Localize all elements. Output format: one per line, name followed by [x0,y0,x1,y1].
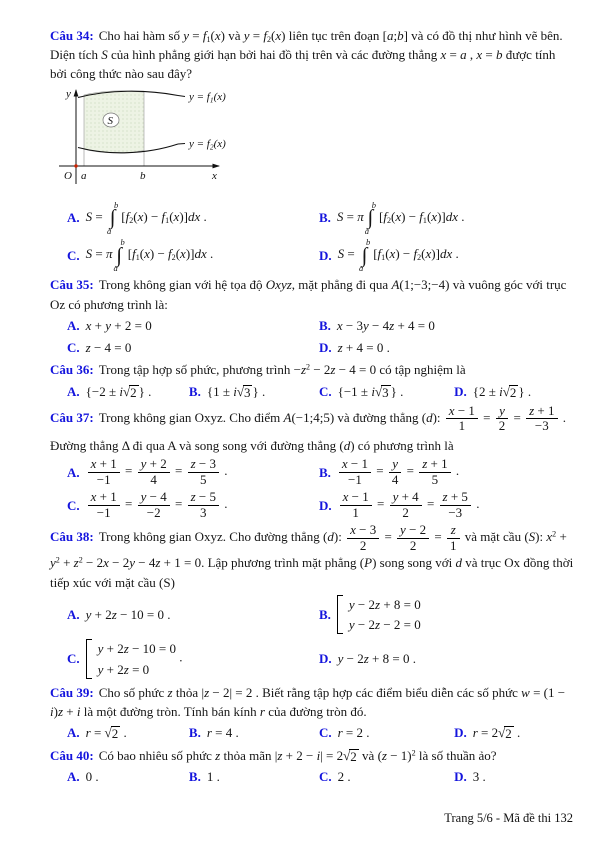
q39-option-b[interactable] [189,723,319,742]
question-35-text [50,275,575,313]
option-letter: D. [318,497,332,513]
question-37-options [50,457,575,520]
q37-option-a[interactable] [67,457,319,487]
b-label: b [140,169,146,182]
q37-option-b[interactable] [319,457,575,487]
option-formula: z − 4 = 0 [85,340,132,356]
q37-option-c[interactable] [67,490,319,520]
option-letter: C. [67,247,80,263]
region-label: S [107,114,113,127]
option-letter: A. [67,768,80,784]
question-39-options [50,723,575,742]
option-formula: S = b ∫ a $[f_2(x) - f_1(x)]dx$ . [85,199,207,236]
question-37 [50,404,575,521]
q37-option-d[interactable] [319,490,575,520]
q38-option-b[interactable] [319,594,575,635]
q40-option-c[interactable] [319,767,454,786]
question-39-body: Cho số phức z thỏa |z − 2| = 2 . Biết rằng tập hợp các điểm biểu diễn các số phức w = (1 − i)z + i là một đường tròn. Tính bán kính r của đường tròn đó. [50,684,566,720]
option-formula: z + 4 = 0 . [337,340,390,356]
option-letter: C. [318,383,332,399]
option-letter: A. [67,606,80,622]
question-35-options [50,316,575,357]
option-letter: C. [318,768,332,784]
option-formula: y + 2z − 10 = 0 y + 2z = 0 . [86,638,183,679]
option-formula: S = π b ∫ a $[f_1(x) - f_2(x)]dx$ . [85,237,214,273]
x-axis-label: x [212,169,217,182]
option-letter: B. [318,464,331,480]
question-37-number: Câu 37: [50,409,94,425]
option-formula: y − 2z + 8 = 0 . [337,651,416,667]
q39-option-c[interactable] [319,723,454,742]
option-letter: D. [454,725,467,741]
question-34-options [50,201,575,272]
option-formula: y − 2z + 8 = 0 y − 2z − 2 = 0 [337,594,421,635]
option-letter: A. [67,725,80,741]
option-letter: D. [318,340,332,356]
option-letter: A. [67,317,80,333]
option-formula: r = 2 √ 2 . [472,725,521,742]
q36-option-a[interactable] [67,382,189,401]
x-axis-arrow [213,163,221,168]
q35-option-a[interactable] [67,316,319,335]
curve-f2-label: $y = f_2(x)$ [189,137,226,152]
q39-option-a[interactable] [67,723,189,742]
question-35-body: Trong không gian với hệ tọa độ Oxyz, mặt phẳng đi qua A(1;−3;−4) và vuông góc với trục Oz có phương trình là: [50,277,567,312]
page-footer: Trang 5/6 - Mã đề thi 132 [444,810,573,825]
a-label: a [81,169,87,182]
question-38-body: Trong không gian Oxyz. Cho đường thẳng (d): $\frac{x - 3}{2}$ = $\frac{y - 2}{2}$ = $\frac{z}{1}$ và mặt cầu (S): $x^2 + y^2 + z^2 - 2x - 2y - 4z + 1 = 0$. Lập phương trình mặt phẳng (P) song song với d và trục Ox đồng thời tiếp xúc với mặt cầu (S) [50,522,574,590]
q35-option-b[interactable] [319,316,575,335]
q36-option-d[interactable] [454,382,575,401]
option-formula: x − 3y − 4z + 4 = 0 [336,317,435,333]
y-axis-arrow [74,89,79,97]
option-letter: C. [67,340,80,356]
question-34-figure [54,86,575,197]
question-38-text [50,523,575,592]
question-36-options [50,382,575,401]
option-formula: {−1 ± i √ 3 } . [337,383,404,400]
question-37-body: Trong không gian Oxyz. Cho điểm A(−1;4;5) và đường thẳng (d): $\frac{x - 1}{1}$ = $\frac{y}{2}$ = $\frac{z + 1}{-3}$ . [98,402,566,434]
option-letter: B. [318,210,331,226]
question-37-text [50,404,575,434]
option-formula: r = 4 . [206,725,239,741]
option-letter: B. [188,725,201,741]
q34-option-d[interactable] [319,238,575,272]
question-34-body: Cho hai hàm số $y = f_1(x)$ và $y = f_2(x)$ liên tục trên đoạn [a;b] và có đồ thị như hình vẽ bên. Diện tích S của hình phẳng giới hạn bởi hai đồ thị trên và các đường thẳng x = a , x = b được tính bởi công thức nào sau đây? [50,28,563,82]
option-letter: B. [188,768,201,784]
question-36-number: Câu 36: [50,362,94,378]
option-formula: {−2 ± i √ 2 } . [85,383,152,400]
question-39-number: Câu 39: [50,684,94,700]
question-37-body-2: Đường thẳng Δ đi qua A và song song với đường thẳng (d) có phương trình là [50,437,454,453]
option-letter: D. [318,247,332,263]
label-connector-f1 [178,95,185,96]
option-letter: C. [67,651,80,667]
q36-option-c[interactable] [319,382,454,401]
option-formula: $\frac{x + 1}{-1}$ = $\frac{y + 2}{4}$ = $\frac{z - 3}{5}$ . [86,457,228,487]
question-40 [50,746,575,786]
y-axis-label: y [66,87,71,100]
option-letter: D. [318,651,332,667]
question-34-number: Câu 34: [50,28,94,43]
question-38-options [50,594,575,680]
question-40-options [50,767,575,786]
origin-label: O [64,169,72,182]
question-38 [50,523,575,680]
question-36-body: Trong tập hợp số phức, phương trình $-z^2 - 2z - 4 = 0$ có tập nghiệm là [98,362,466,378]
option-formula: $\frac{x - 1}{-1}$ = $\frac{y}{4}$ = $\frac{z + 1}{5}$ . [337,457,459,487]
option-formula: {1 ± i √ 3 } . [206,383,266,400]
question-39 [50,683,575,743]
question-34-text [50,26,575,84]
question-39-text [50,683,575,721]
option-letter: D. [454,768,467,784]
option-formula: 1 . [206,768,220,784]
q38-option-c[interactable] [67,638,319,679]
question-38-number: Câu 38: [50,529,94,545]
option-formula: r = √ 2 . [85,725,127,742]
question-34 [50,26,575,272]
question-35-number: Câu 35: [50,277,94,293]
q40-option-d[interactable] [454,767,575,786]
option-letter: C. [318,725,332,741]
option-letter: A. [67,383,80,399]
q35-option-d[interactable] [319,338,575,357]
label-connector-f2 [178,143,185,144]
graph-svg [54,86,259,192]
option-formula: 2 . [337,768,351,784]
question-35 [50,275,575,357]
option-formula: $\frac{x + 1}{-1}$ = $\frac{y - 4}{-2}$ = $\frac{z - 5}{3}$ . [86,490,228,520]
option-letter: C. [67,497,80,513]
question-36-text [50,360,575,379]
option-formula: 0 . [85,768,99,784]
option-formula: y + 2z − 10 = 0 . [85,606,171,622]
option-letter: D. [454,383,467,399]
question-36 [50,360,575,400]
q34-option-b[interactable] [319,201,575,235]
q40-option-b[interactable] [189,767,319,786]
question-40-body: Có bao nhiêu số phức z thỏa mãn |z + 2 − i| = 2 √ 2 và $(z - 1)^2$ là số thuần ảo? [98,747,497,764]
question-40-number: Câu 40: [50,747,94,763]
question-37-text-2 [50,436,575,455]
q34-option-a[interactable] [67,201,319,235]
option-letter: B. [318,606,331,622]
option-formula: {2 ± i √ 2 } . [472,383,532,400]
option-formula: r = 2 . [337,725,370,741]
option-formula: S = π b ∫ a $[f_2(x) - f_1(x)]dx$ . [336,199,465,236]
option-formula: $\frac{x - 1}{1}$ = $\frac{y + 4}{2}$ = $\frac{z + 5}{-3}$ . [338,490,480,520]
q39-option-d[interactable] [454,723,575,742]
q38-option-a[interactable] [67,605,319,624]
origin-dot [74,164,77,167]
curve-f1-label: $y = f_1(x)$ [189,90,226,105]
q35-option-c[interactable] [67,338,319,357]
q38-option-d[interactable] [319,649,575,668]
option-letter: B. [318,317,331,333]
option-formula: 3 . [472,768,486,784]
option-letter: B. [188,383,201,399]
q34-option-c[interactable] [67,238,319,272]
q40-option-a[interactable] [67,767,189,786]
q36-option-b[interactable] [189,382,319,401]
option-letter: A. [67,210,80,226]
question-40-text [50,746,575,765]
option-formula: x + y + 2 = 0 [85,317,152,333]
option-letter: A. [67,464,80,480]
option-formula: S = b ∫ a $[f_1(x) - f_2(x)]dx$ . [337,237,459,273]
